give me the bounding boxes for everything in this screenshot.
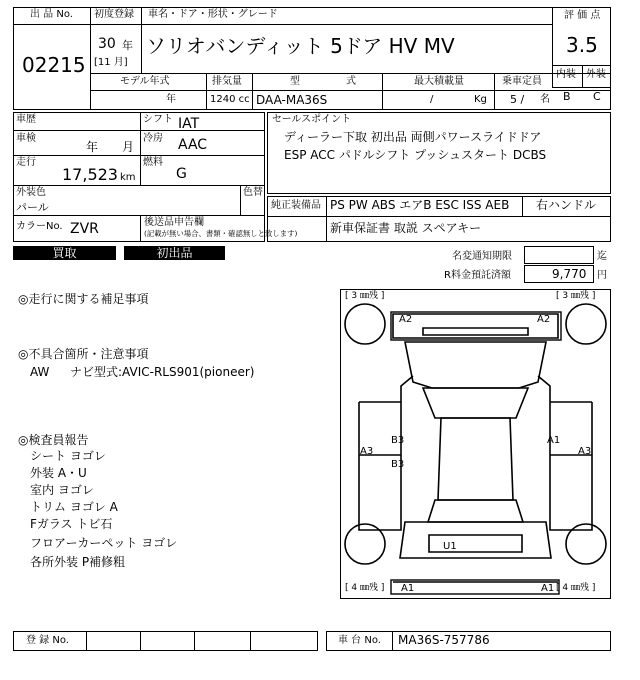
- interior-label: 内装: [556, 69, 576, 80]
- model-code: DAA-MA36S: [256, 93, 328, 107]
- model-year-label: モデル年式: [120, 76, 170, 87]
- inspector-line: 室内 ヨゴレ: [30, 483, 94, 497]
- exterior-grade: C: [593, 90, 601, 103]
- lot-no-label: 出 品 No.: [30, 9, 73, 20]
- rear-window: [428, 500, 523, 522]
- color-no: ZVR: [70, 221, 99, 237]
- history-label: 車歴: [16, 114, 36, 125]
- color-label: 外装色: [16, 187, 46, 198]
- recycle-unit: 円: [597, 270, 607, 281]
- tire-front-left: [ 3 ㎜残 ]: [345, 291, 385, 301]
- first-reg-label: 初度登録: [94, 9, 134, 20]
- max-load-unit: Kg: [474, 94, 487, 105]
- sales-point-line1: ディーラー下取 初出品 両側パワースライドドア: [284, 130, 542, 144]
- mark-a1-side: A1: [547, 435, 561, 446]
- warranty-docs: 新車保証書 取説 スペアキー: [330, 221, 482, 235]
- chassis-label: 車 台 No.: [338, 635, 381, 646]
- capacity-label: 乗車定員: [502, 76, 542, 87]
- fuel-label: 燃料: [143, 157, 163, 168]
- eval-label: 評 価 点: [564, 10, 601, 21]
- inspector-line: 外装 A・U: [30, 466, 87, 480]
- fuel-value: G: [176, 166, 187, 182]
- color-value: パール: [16, 201, 49, 214]
- car-name-label: 車名・ドア・形状・グレード: [148, 9, 278, 20]
- hood: [405, 342, 546, 388]
- wheel-front-right: [566, 304, 606, 344]
- tire-rear-right: [ 4 ㎜残 ]: [556, 583, 596, 593]
- mark-a3-right: A3: [578, 446, 592, 457]
- name-change-box: [524, 246, 594, 264]
- ac-value: AAC: [178, 137, 208, 153]
- tire-front-right: [ 3 ㎜残 ]: [556, 291, 596, 301]
- driving-notes-title: ◎走行に関する補足事項: [18, 292, 149, 306]
- shift-label: シフト: [143, 114, 173, 125]
- wheel-front-left: [345, 304, 385, 344]
- defect-code: AW: [30, 365, 50, 379]
- recycle-label: R料金預託済額: [444, 270, 511, 281]
- car-name: ソリオバンディット 5ドア HV MV: [146, 34, 455, 58]
- car-diagram: [341, 290, 610, 598]
- first-reg-month: [11 月]: [94, 57, 128, 68]
- inspector-line: Fガラス トビ石: [30, 517, 113, 531]
- sales-point-line2: ESP ACC パドルシフト プッシュスタート DCBS: [284, 148, 547, 162]
- max-load-label: 最大積載量: [414, 76, 464, 87]
- docs-label: 後送品申告欄: [144, 217, 204, 228]
- mark-b3-upper: B3: [391, 435, 405, 446]
- inspection-year: 年: [86, 140, 99, 154]
- recycle-value: 9,770: [552, 267, 587, 281]
- inspector-line: フロアーカーペット ヨゴレ: [30, 536, 178, 550]
- exterior-label: 外装: [586, 69, 606, 80]
- displacement-label: 排気量: [212, 76, 242, 87]
- capacity-value: 5 /: [510, 93, 525, 106]
- color-no-label: カラーNo.: [16, 221, 63, 232]
- capacity-unit: 名: [540, 94, 550, 105]
- type-label: 型: [290, 76, 300, 87]
- windshield: [423, 388, 528, 418]
- name-change-label: 名変通知期限: [452, 251, 512, 262]
- defects-title: ◎不具合箇所・注意事項: [18, 347, 149, 361]
- mark-u1: U1: [443, 541, 457, 552]
- inspector-line: トリム ヨゴレ A: [30, 500, 118, 514]
- ac-label: 冷房: [143, 133, 163, 144]
- mark-a2-right: A2: [537, 314, 551, 325]
- mark-a1-rear-right: A1: [541, 583, 555, 594]
- inspection-month: 月: [122, 140, 135, 154]
- sales-point-label: セールスポイント: [272, 114, 352, 125]
- mark-a2-left: A2: [399, 314, 413, 325]
- lot-no: 02215: [22, 53, 86, 77]
- eval-score: 3.5: [566, 33, 598, 57]
- mileage-unit: km: [120, 172, 136, 183]
- mark-a1-rear-left: A1: [401, 583, 415, 594]
- purchase-badge: 買取: [13, 246, 116, 260]
- type-label-2: 式: [346, 76, 356, 87]
- roof: [438, 418, 513, 500]
- mileage-value: 17,523: [62, 165, 118, 184]
- equipment-items: PS PW ABS エアB ESC ISS AEB: [330, 198, 510, 212]
- max-load-sep: /: [430, 94, 434, 105]
- mark-b3-lower: B3: [391, 459, 405, 470]
- reg-no-label: 登 録 No.: [26, 635, 69, 646]
- equipment-label: 純正装備品: [271, 200, 321, 211]
- defect-detail: ナビ型式:AVIC-RLS901(pioneer): [70, 365, 255, 379]
- tire-rear-left: [ 4 ㎜残 ]: [345, 583, 385, 593]
- car-diagram-frame: [340, 289, 611, 599]
- docs-note: (記載が無い場合、書類・確認無しと致します): [144, 230, 298, 239]
- handle-position: 右ハンドル: [536, 198, 597, 212]
- first-listing-badge: 初出品: [124, 246, 225, 260]
- interior-grade: B: [563, 90, 571, 103]
- shift-value: IAT: [178, 116, 200, 132]
- mark-a3-left: A3: [360, 446, 374, 457]
- name-change-unit: 迄: [597, 251, 607, 262]
- inspector-line: 各所外装 P補修粗: [30, 555, 126, 569]
- displacement-value: 1240 cc: [210, 94, 250, 105]
- chassis-no: MA36S-757786: [398, 633, 490, 647]
- color-change-label: 色替: [243, 187, 263, 198]
- inspector-title: ◎検査員報告: [18, 433, 89, 447]
- first-reg-year: 30: [98, 36, 116, 52]
- model-year-unit: 年: [166, 94, 176, 105]
- inspector-line: シート ヨゴレ: [30, 449, 106, 463]
- inspection-label: 車検: [16, 133, 36, 144]
- mileage-label: 走行: [16, 157, 36, 168]
- first-reg-year-unit: 年: [122, 39, 133, 52]
